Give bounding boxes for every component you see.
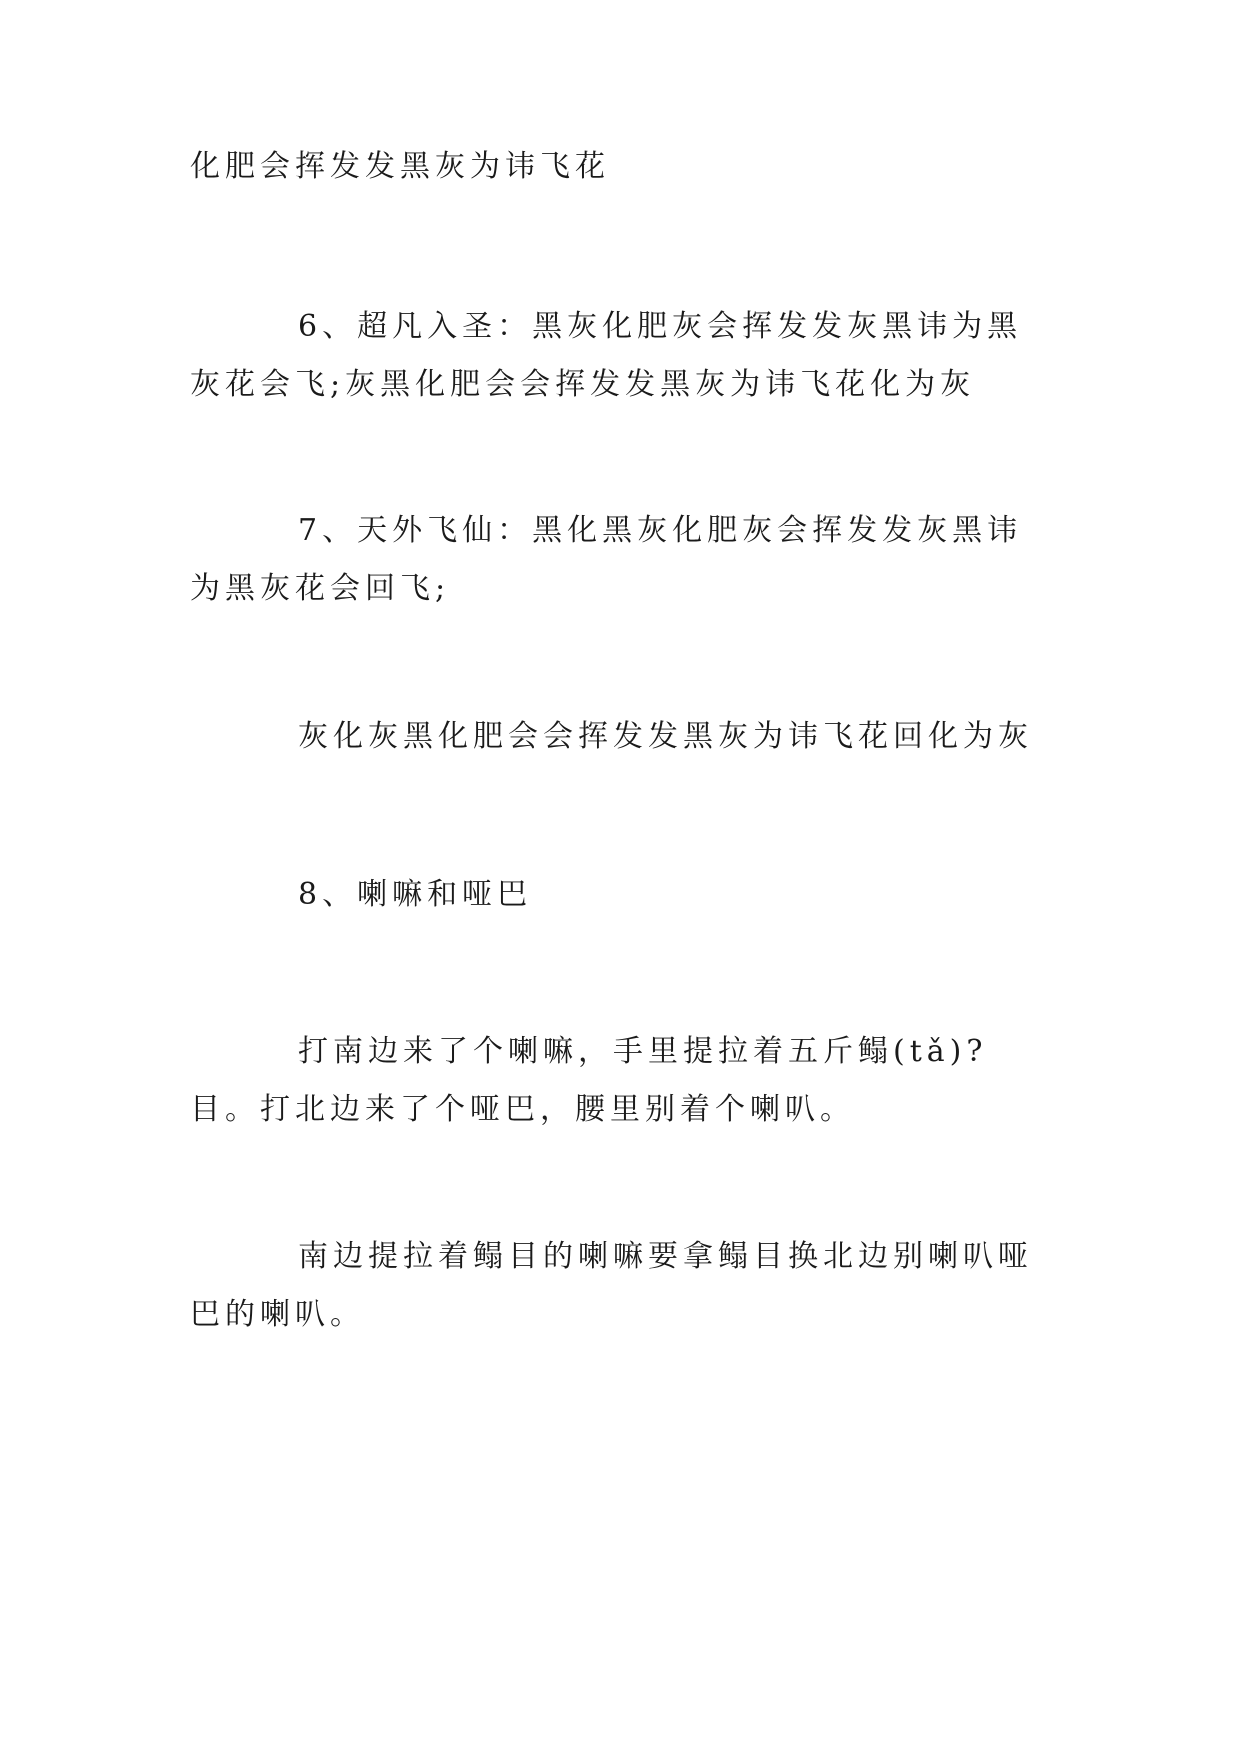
paragraph-tongue-twister-6: 6、超凡入圣：黑灰化肥灰会挥发发灰黑讳为黑灰花会飞;灰黑化肥会会挥发发黑灰为讳飞花化为灰 xyxy=(190,309,1023,402)
section-heading-lama-and-yaba: 8、喇嘛和哑巴 xyxy=(298,877,533,912)
paragraph-lama-story-1: 打南边来了个喇嘛，手里提拉着五斤鳎(tǎ)?目。打北边来了个哑巴，腰里别着个喇叭。 xyxy=(190,1034,988,1127)
paragraph-tongue-twister-7-continued: 灰化灰黑化肥会会挥发发黑灰为讳飞花回化为灰 xyxy=(298,719,1033,754)
paragraph-tongue-twister-5-tail: 化肥会挥发发黑灰为讳飞花 xyxy=(190,149,610,184)
paragraph-lama-story-2: 南边提拉着鳎目的喇嘛要拿鳎目换北边别喇叭哑巴的喇叭。 xyxy=(190,1239,1033,1332)
paragraph-tongue-twister-7: 7、天外飞仙：黑化黑灰化肥灰会挥发发灰黑讳为黑灰花会回飞; xyxy=(190,513,1023,606)
